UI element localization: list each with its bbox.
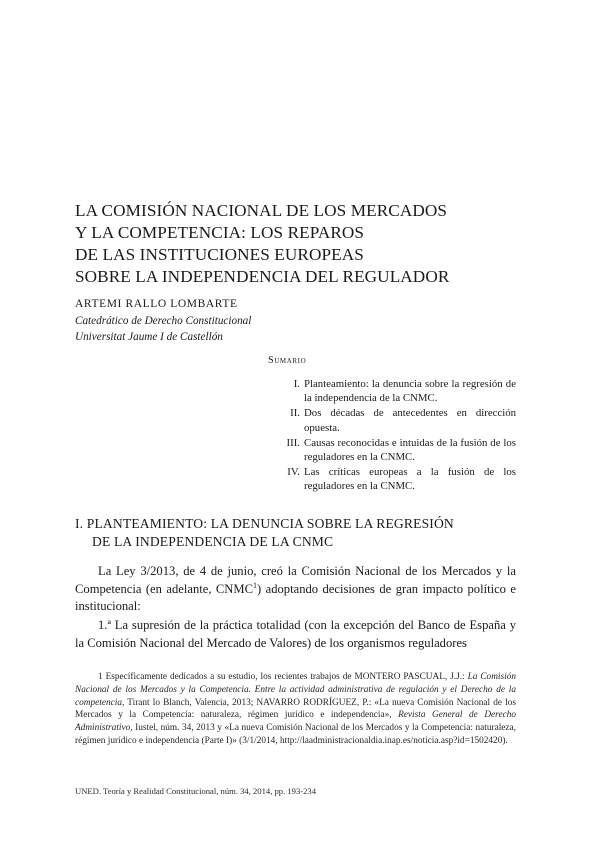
summary-item-number: II. <box>290 407 300 420</box>
footnote-text-3: , Iustel, núm. 34, 2013 y «La nueva Comisión Nacional de los Mercados y la Competencia: naturaleza, régimen jurídico e independencia (Parte I)» (3/1/2014, http://laadministracionaldia.inap.es/noticia.asp?id=1502420). <box>75 723 516 746</box>
summary-item-number: I. <box>293 378 300 390</box>
summary-item-text: Dos décadas de antecedentes en dirección opuesta. <box>304 407 516 434</box>
summary-item <box>268 436 516 464</box>
footnote-text-1: Específicamente dedicados a su estudio, los recientes trabajos de MONTERO PASCUAL, J.J.: <box>105 672 468 682</box>
author-position: Catedrático de Derecho Constitucional <box>75 315 252 327</box>
title-line-2: Y LA COMPETENCIA: LOS REPAROS <box>75 223 365 242</box>
summary-item <box>268 406 516 434</box>
section-heading-line-1: I. PLANTEAMIENTO: LA DENUNCIA SOBRE LA REGRESIÓN <box>75 516 454 531</box>
summary-list <box>268 377 516 495</box>
author-university: Universitat Jaume I de Castellón <box>75 331 223 343</box>
footnote-italic-1: La Comisión Nacional de los Mercados y la Competencia. Entre la actividad administrativa de regulación y el Derecho de la competencia <box>75 672 516 708</box>
summary-item <box>268 377 516 405</box>
title-line-4: SOBRE LA INDEPENDENCIA DEL REGULADOR <box>75 267 450 286</box>
author-name: ARTEMI RALLO LOMBARTE <box>75 298 238 310</box>
section-heading-line-2: DE LA INDEPENDENCIA DE LA CNMC <box>92 534 334 549</box>
title-line-1: LA COMISIÓN NACIONAL DE LOS MERCADOS <box>75 201 448 220</box>
p1-text-end: ) adoptando decisiones de gran impacto político e institucional: <box>75 581 516 613</box>
summary-item-text: Causas reconocidas e intuidas de la fusión de los reguladores en la CNMC. <box>304 436 516 464</box>
article-title <box>75 200 525 288</box>
title-line-3: DE LAS INSTITUCIONES EUROPEAS <box>75 245 364 264</box>
summary-item-number: III. <box>286 436 300 449</box>
summary-item-text: Las críticas europeas a la fusión de los reguladores en la CNMC. <box>304 466 516 493</box>
body-paragraph-1 <box>75 563 516 616</box>
section-heading <box>75 515 454 551</box>
p1-text-start: La Ley 3/2013, de 4 de junio, creó la Comisión Nacional de los Mercados y la Competencia (en adelante, CNMC <box>75 564 516 596</box>
summary-heading: Sumario <box>268 355 307 366</box>
summary-item-text: Planteamiento: la denuncia sobre la regresión de la independencia de la CNMC. <box>304 378 516 405</box>
footnote-text-2: , Tirant lo Blanch, Valencia, 2013; NAVARRO RODRÍGUEZ, P.: «La nueva Comisión Nacional de los Mercados y la Competencia: naturaleza, régimen jurídico e independencia», <box>75 697 516 721</box>
footnote-number: 1 <box>98 672 103 682</box>
body-paragraph-2: 1.ª La supresión de la práctica totalidad (con la excepción del Banco de España y la Comisión Nacional del Mercado de Valores) de los organismos reguladores <box>75 618 516 650</box>
page-footer: UNED. Teoría y Realidad Constitucional, núm. 34, 2014, pp. 193-234 <box>75 786 317 796</box>
summary-item <box>268 465 516 493</box>
footnote-ref[interactable]: 1 <box>253 580 257 590</box>
footnote <box>75 671 516 748</box>
footnote-italic-2: Revista General de Derecho Administrativo <box>75 710 516 734</box>
author-affiliation <box>75 313 251 345</box>
summary-item-number: IV. <box>287 466 300 479</box>
